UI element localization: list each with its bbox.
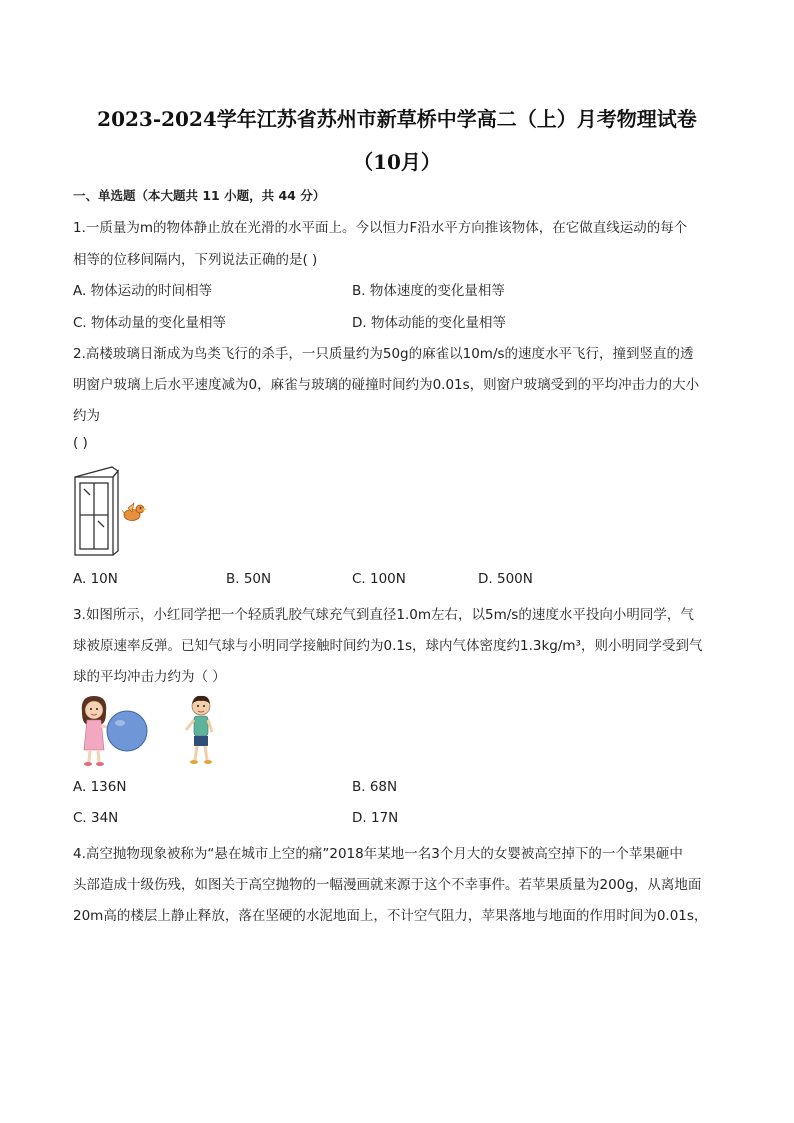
q4-stem-line-3: 20m高的楼层上静止释放，落在坚硬的水泥地面上，不计空气阻力，苹果落地与地面的作用时间为0.01s， [73,908,708,924]
q1-option-b: B. 物体速度的变化量相等 [352,283,505,299]
q2-option-a: A. 10N [73,571,118,587]
exam-title-month: （10月） [353,150,441,174]
q1-option-c: C. 物体动量的变化量相等 [73,315,227,331]
q4-stem-line-2: 头部造成十级伤残，如图关于高空抛物的一幅漫画就来源于这个不幸事件。若苹果质量为200g，从离地面 [73,877,702,893]
q2-stem-line-3: 约为 [73,408,100,424]
q2-option-c: C. 100N [352,571,406,587]
q2-option-b: B. 50N [226,571,272,587]
q3-stem-line-2: 球被原速率反弹。已知气球与小明同学接触时间约为0.1s，球内气体密度约1.3kg/m³，则小明同学受到气 [73,638,703,654]
children-balloon-figure [70,690,220,772]
exam-title: 2023-2024学年江苏省苏州市新草桥中学高二（上）月考物理试卷 [97,107,697,131]
section-heading: 一、单选题（本大题共 11 小题，共 44 分） [73,188,326,203]
q3-stem-line-1: 3.如图所示，小红同学把一个轻质乳胶气球充气到直径1.0m左右，以5m/s的速度水平投向小明同学，气 [73,607,694,623]
q1-option-a: A. 物体运动的时间相等 [73,283,213,299]
q4-stem-line-1: 4.高空抛物现象被称为“悬在城市上空的痛”2018年某地一名3个月大的女婴被高空掉下的一个苹果砸中 [73,846,683,862]
q3-option-b: B. 68N [352,779,398,795]
q2-stem-line-1: 2.高楼玻璃日渐成为鸟类飞行的杀手，一只质量约为50g的麻雀以10m/s的速度水平飞行，撞到竖直的透 [73,346,694,362]
q3-option-a: A. 136N [73,779,127,795]
q3-option-c: C. 34N [73,810,119,826]
q1-stem-line-2: 相等的位移间隔内，下列说法正确的是( ) [73,252,318,268]
q2-option-d: D. 500N [478,571,533,587]
q3-option-d: D. 17N [352,810,399,826]
q1-option-d: D. 物体动能的变化量相等 [352,315,506,331]
q2-stem-line-2: 明窗户玻璃上后水平速度减为0，麻雀与玻璃的碰撞时间约为0.01s，则窗户玻璃受到的平均冲击力的大小 [73,377,700,393]
q3-stem-line-3: 球的平均冲击力约为（ ） [73,669,226,685]
q2-answer-blank: ( ) [73,435,88,451]
window-bird-figure [70,465,152,560]
q1-stem-line-1: 1.一质量为m的物体静止放在光滑的水平面上。今以恒力F沿水平方向推该物体，在它做直线运动的每个 [73,220,688,236]
